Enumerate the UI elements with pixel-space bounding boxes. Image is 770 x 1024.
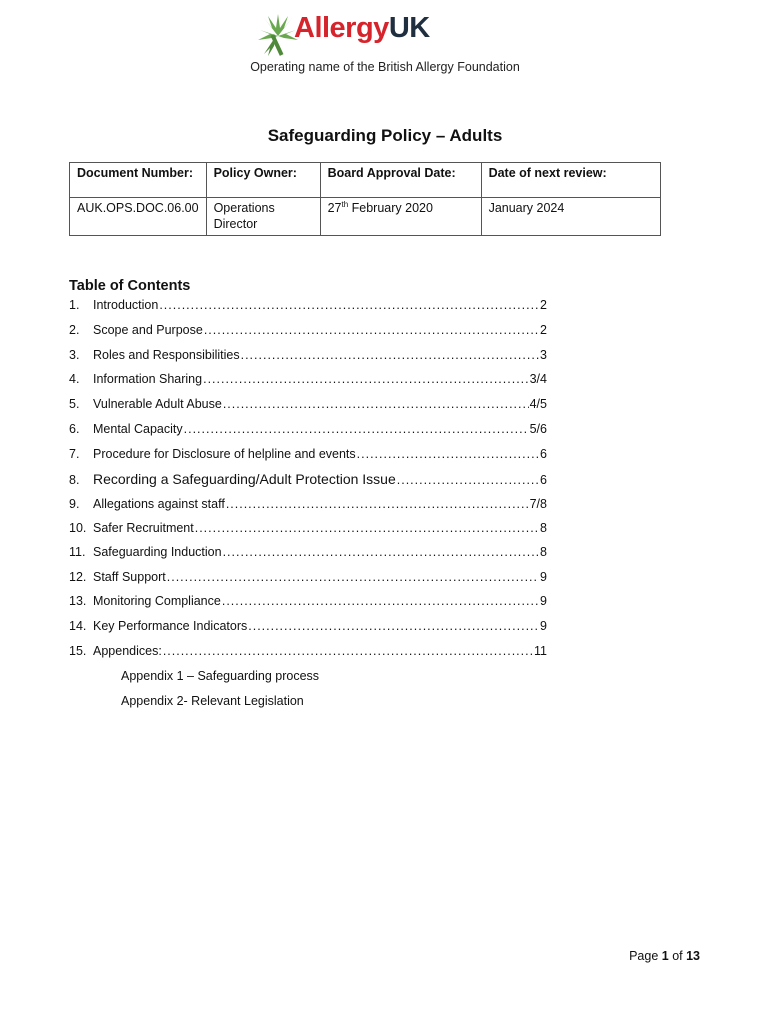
toc-label: Introduction (93, 298, 159, 312)
toc-leader (204, 323, 539, 337)
toc-number: 4. (69, 372, 80, 386)
page-current: 1 (661, 949, 669, 963)
toc-item-procedure-disclosure[interactable] (69, 447, 547, 465)
toc-leader (248, 619, 539, 633)
toc-item-safer-recruitment[interactable] (69, 521, 547, 539)
page-total: 13 (686, 949, 700, 963)
toc-number: 7. (69, 447, 80, 461)
toc-item-staff-support[interactable] (69, 570, 547, 588)
toc-label: Mental Capacity (93, 422, 183, 436)
toc-leader (222, 594, 539, 608)
toc-leader (203, 372, 529, 386)
toc-number: 11. (69, 545, 86, 559)
toc-number: 10. (69, 521, 87, 535)
page-number (629, 949, 700, 963)
meta-value-row (70, 198, 661, 236)
toc-number: 13. (69, 594, 87, 608)
logo-wordmark (294, 12, 430, 45)
toc-page: 8 (540, 521, 547, 535)
toc-leader (223, 397, 529, 411)
toc-number: 5. (69, 397, 80, 411)
header-document-number: Document Number: (70, 163, 207, 198)
toc-page: 6 (540, 447, 547, 461)
toc-label: Scope and Purpose (93, 323, 203, 337)
toc-label: Monitoring Compliance (93, 594, 221, 608)
toc-page: 5/6 (529, 422, 547, 436)
toc-page: 9 (540, 570, 547, 584)
approval-day: 27 (327, 201, 342, 215)
toc-item-allegations[interactable] (69, 497, 547, 515)
toc-item-monitoring-compliance[interactable] (69, 594, 547, 612)
toc-page: 2 (540, 298, 547, 312)
toc-label: Staff Support (93, 570, 166, 584)
page-prefix: Page (629, 949, 662, 963)
toc-number: 1. (69, 298, 80, 312)
toc-label: Appendices: (93, 644, 162, 658)
next-review-value: January 2024 (481, 198, 660, 236)
toc-label: Safeguarding Induction (93, 545, 222, 559)
toc-leader (241, 348, 539, 362)
toc-label: Roles and Responsibilities (93, 348, 240, 362)
toc-label: Procedure for Disclosure of helpline and events (93, 447, 356, 461)
toc-page: 9 (540, 594, 547, 608)
header-approval-date: Board Approval Date: (320, 163, 481, 198)
toc-leader (397, 473, 539, 487)
toc-page: 2 (540, 323, 547, 337)
toc-label: Information Sharing (93, 372, 203, 386)
toc-item-roles[interactable] (69, 348, 547, 366)
document-meta-table (69, 162, 661, 236)
header-policy-owner: Policy Owner: (206, 163, 320, 198)
toc-page: 9 (540, 619, 547, 633)
toc-label: Recording a Safeguarding/Adult Protection Issue (93, 471, 396, 487)
header-next-review: Date of next review: (481, 163, 660, 198)
toc-item-scope[interactable] (69, 323, 547, 341)
toc-heading: Table of Contents (69, 278, 191, 294)
toc-item-recording-issue[interactable] (69, 471, 547, 489)
toc-leader (357, 447, 539, 461)
toc-number: 2. (69, 323, 80, 337)
toc-label: Key Performance Indicators (93, 619, 248, 633)
approval-rest: February 2020 (348, 201, 433, 215)
toc-number: 6. (69, 422, 80, 436)
toc-leader (223, 545, 539, 559)
toc-item-vulnerable-adult-abuse[interactable] (69, 397, 547, 415)
toc-label: Vulnerable Adult Abuse (93, 397, 222, 411)
toc-page: 8 (540, 545, 547, 559)
toc-leader (184, 422, 529, 436)
toc-number: 3. (69, 348, 80, 362)
toc-leader (226, 497, 529, 511)
toc-label: Safer Recruitment (93, 521, 194, 535)
allergy-uk-logo (258, 10, 448, 56)
appendix-1: Appendix 1 – Safeguarding process (121, 669, 320, 683)
document-title: Safeguarding Policy – Adults (267, 126, 503, 145)
appendix-2: Appendix 2- Relevant Legislation (121, 694, 304, 708)
page-of: of (668, 949, 687, 963)
leaf-logo-icon (258, 14, 298, 58)
toc-item-safeguarding-induction[interactable] (69, 545, 547, 563)
toc-leader (163, 644, 533, 658)
toc-page: 4/5 (529, 397, 547, 411)
toc-label: Allegations against staff (93, 497, 225, 511)
toc-page: 3 (540, 348, 547, 362)
toc-number: 14. (69, 619, 87, 633)
toc-item-mental-capacity[interactable] (69, 422, 547, 440)
toc-number: 15. (69, 644, 87, 658)
toc-leader (195, 521, 539, 535)
toc-item-introduction[interactable] (69, 298, 547, 316)
policy-owner-value: Operations Director (206, 198, 320, 236)
approval-suffix: th (341, 199, 349, 209)
document-number-value: AUK.OPS.DOC.06.00 (70, 198, 207, 236)
toc-number: 8. (69, 473, 80, 487)
logo-uk-text: UK (388, 12, 430, 44)
toc-page: 7/8 (529, 497, 547, 511)
toc-page: 3/4 (529, 372, 547, 386)
toc-item-kpis[interactable] (69, 619, 547, 637)
operating-name: Operating name of the British Allergy Foundation (250, 60, 520, 74)
meta-header-row (70, 163, 661, 198)
toc-item-appendices[interactable] (69, 644, 547, 662)
toc-leader (159, 298, 539, 312)
toc-number: 9. (69, 497, 80, 511)
toc-page: 6 (540, 473, 547, 487)
approval-date-value (320, 198, 481, 236)
toc-item-information-sharing[interactable] (69, 372, 547, 390)
toc-number: 12. (69, 570, 87, 584)
logo-allergy-text: Allergy (294, 12, 389, 44)
toc-leader (167, 570, 539, 584)
toc-page: 11 (534, 644, 547, 658)
